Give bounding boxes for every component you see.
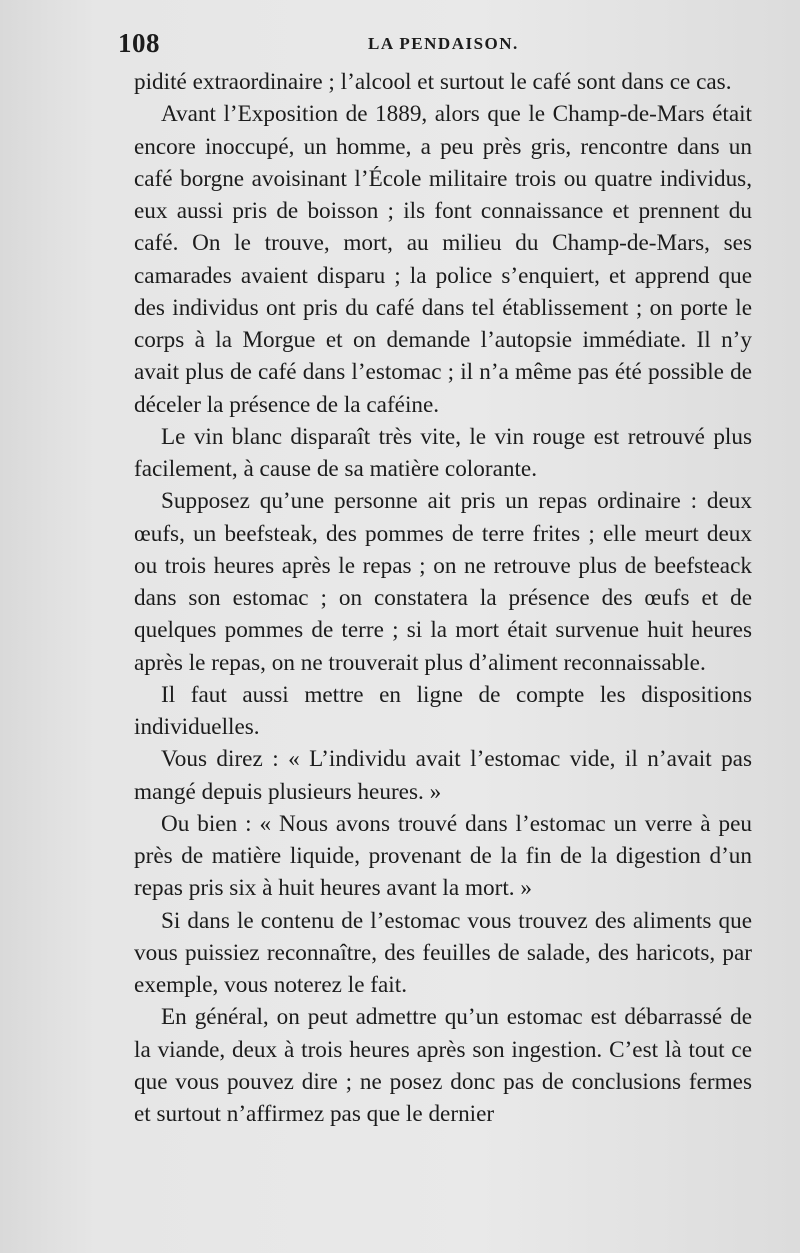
paragraph: Vous direz : « L’individu avait l’estomac vide, il n’avait pas mangé depuis plusieurs heures. » — [134, 746, 752, 805]
paragraph: Ou bien : « Nous avons trouvé dans l’estomac un verre à peu près de matière liquide, provenant de la fin de la digestion d’un repas pris six à huit heures avant la mort. » — [134, 810, 752, 902]
page-header — [118, 28, 738, 60]
body-text — [134, 66, 752, 1130]
paragraph: Avant l’Exposition de 1889, alors que le Champ-de-Mars était encore inoccupé, un homme, a peu près gris, rencontre dans un café borgne avoisinant l’École militaire trois ou quatre individus, eux aussi pris de boisson ; ils font connaissance et prennent du café. On le trouve, mort, au milieu du Champ-de-Mars, ses camarades avaient disparu ; la police s’enquiert, et apprend que des individus ont pris du café dans tel établissement ; on porte le corps à la Morgue et on demande l’autopsie immédiate. Il n’y avait plus de café dans l’estomac ; il n’a même pas été possible de déceler la présence de la caféine. — [134, 101, 752, 418]
paragraph: Si dans le contenu de l’estomac vous trouvez des aliments que vous puissiez reconnaître, des feuilles de salade, des haricots, par exemple, vous noterez le fait. — [134, 907, 752, 998]
running-title: LA PENDAISON. — [368, 34, 519, 53]
paragraph: Le vin blanc disparaît très vite, le vin rouge est retrouvé plus facilement, à cause de sa matière colorante. — [134, 423, 752, 482]
paragraph: Il faut aussi mettre en ligne de compte les dispositions individuelles. — [134, 681, 752, 740]
page-number: 108 — [118, 28, 160, 58]
paragraph: En général, on peut admettre qu’un estomac est débarrassé de la viande, deux à trois heures après son ingestion. C’est là tout ce que vous pouvez dire ; ne posez donc pas de conclusions fermes et surtout n’affirmez pas que le dernier — [134, 1004, 752, 1127]
paragraph: Supposez qu’une personne ait pris un repas ordinaire : deux œufs, un beefsteak, des pommes de terre frites ; elle meurt deux ou trois heures après le repas ; on ne retrouve plus de beefsteack dans son estomac ; on constatera la présence des œufs et de quelques pommes de terre ; si la mort était survenue huit heures après le repas, on ne trouverait plus d’aliment reconnaissable. — [134, 488, 752, 676]
paragraph: pidité extraordinaire ; l’alcool et surtout le café sont dans ce cas. — [134, 69, 732, 95]
